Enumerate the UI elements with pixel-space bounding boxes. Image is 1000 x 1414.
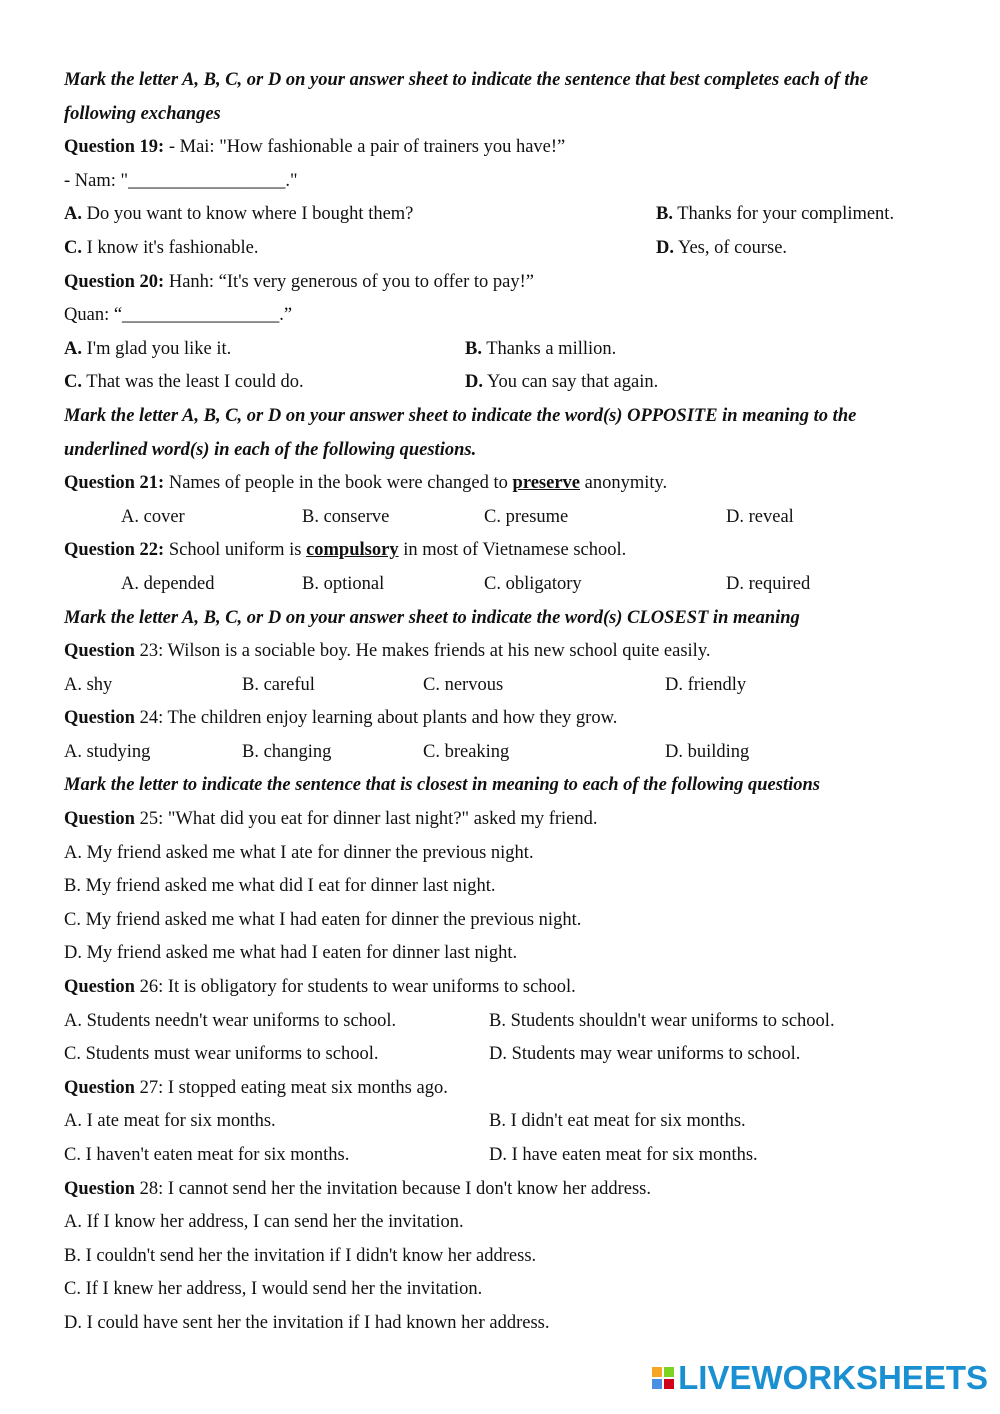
instruction-closest-sentence: Mark the letter to indicate the sentence that is closest in meaning to each of the following questions [64,775,820,796]
question-28 [64,1173,954,1207]
question-24-options [64,736,954,770]
question-text: Hanh: “It's very generous of you to offer to pay!” [164,271,535,292]
option-b[interactable]: B. careful [242,674,315,695]
question-label: Question 19: [64,137,165,158]
question-label: Question 20: [64,271,165,292]
underlined-word: preserve [512,473,580,494]
option-b[interactable]: B. conserve [302,506,390,527]
question-27-options-row2 [64,1139,954,1173]
question-label: Question [64,1178,135,1199]
question-text: 25: "What did you eat for dinner last night?" asked my friend. [134,809,598,830]
option-b[interactable]: B. Thanks for your compliment. [656,204,895,225]
option-c[interactable]: C. nervous [423,674,504,695]
option-a[interactable]: A. My friend asked me what I ate for dinner the previous night. [64,842,534,863]
question-22: Question 22: School uniform is compulsory in most of Vietnamese school. [64,540,627,561]
question-20 [64,266,954,300]
option-b[interactable]: B. changing [242,741,332,762]
question-label: Question [64,641,135,662]
option-d[interactable]: D. required [726,573,811,594]
question-19 [64,131,954,165]
worksheet-page [64,64,954,1341]
option-c[interactable]: C. I haven't eaten meat for six months. [64,1145,350,1165]
option-d[interactable]: D. I have eaten meat for six months. [489,1145,758,1165]
question-21: Question 21: Names of people in the book were changed to preserve anonymity. [64,473,668,494]
question-text: 27: I stopped eating meat six months ago. [134,1077,448,1098]
option-c[interactable]: C. If I knew her address, I would send her the invitation. [64,1279,483,1300]
question-label: Question [64,977,135,998]
option-a[interactable]: A. studying [64,741,151,762]
option-a[interactable]: A. shy [64,674,113,695]
option-a[interactable]: A. cover [121,506,185,527]
question-20-reply: Quan: “_________________.” [64,305,293,326]
question-27-options-row1 [64,1105,954,1139]
question-26 [64,971,954,1005]
instruction-exchanges-line1: Mark the letter A, B, C, or D on your answer sheet to indicate the sentence that best completes each of the [64,70,869,90]
option-b[interactable]: B. My friend asked me what did I eat for dinner last night. [64,876,496,897]
question-label: Question [64,708,135,729]
question-text: 26: It is obligatory for students to wear uniforms to school. [134,977,576,998]
question-label: Question [64,1077,135,1098]
logo-square [652,1367,662,1377]
option-c[interactable]: C. My friend asked me what I had eaten for dinner the previous night. [64,909,582,930]
logo-square [652,1379,662,1389]
question-24 [64,702,954,736]
option-d[interactable]: D. friendly [665,674,747,695]
liveworksheets-logo[interactable] [652,1360,988,1396]
question-text: - Mai: "How fashionable a pair of trainers you have!” [164,137,566,158]
question-20-options-row2 [64,366,954,400]
question-19-reply: - Nam: "_________________." [64,170,298,191]
option-c[interactable]: C. obligatory [484,573,582,594]
question-25 [64,803,954,837]
option-a[interactable]: A. Do you want to know where I bought them? [64,204,414,225]
question-21-options [64,501,954,535]
question-26-options-row1 [64,1005,954,1039]
option-b[interactable]: B. Students shouldn't wear uniforms to school. [489,1010,835,1031]
option-c[interactable]: C. Students must wear uniforms to school. [64,1044,379,1065]
option-b[interactable]: B. I didn't eat meat for six months. [489,1111,746,1132]
underlined-word: compulsory [306,540,399,561]
question-23 [64,635,954,669]
instruction-opposite-line2: underlined word(s) in each of the following questions. [64,439,477,460]
question-text: 23: Wilson is a sociable boy. He makes friends at his new school quite easily. [134,641,711,662]
question-label: Question 22: [64,540,165,561]
option-c[interactable]: C. presume [484,506,569,527]
option-c[interactable]: C. breaking [423,741,510,762]
question-20-options-row1 [64,333,954,367]
logo-square [664,1367,674,1377]
question-22-options [64,568,954,602]
logo-mark-icon [652,1367,674,1389]
question-26-options-row2 [64,1038,954,1072]
option-b[interactable]: B. I couldn't send her the invitation if I didn't know her address. [64,1245,537,1266]
instruction-closest-word: Mark the letter A, B, C, or D on your answer sheet to indicate the word(s) CLOSEST in meaning [64,607,800,628]
option-d[interactable]: D. You can say that again. [465,372,659,393]
option-d[interactable]: D. reveal [726,506,794,527]
option-d[interactable]: D. I could have sent her the invitation if I had known her address. [64,1312,550,1333]
option-d[interactable]: D. Students may wear uniforms to school. [489,1044,801,1065]
instruction-opposite-line1: Mark the letter A, B, C, or D on your answer sheet to indicate the word(s) OPPOSITE in meaning to the [64,405,857,426]
question-label: Question [64,809,135,830]
option-a[interactable]: A. I ate meat for six months. [64,1111,276,1132]
option-a[interactable]: A. depended [121,573,215,594]
question-text: 28: I cannot send her the invitation because I don't know her address. [134,1178,651,1199]
instruction-exchanges-line2: following exchanges [64,103,221,124]
logo-text: LIVEWORKSHEETS [678,1359,988,1396]
option-a[interactable]: A. I'm glad you like it. [64,338,232,359]
option-d[interactable]: D. My friend asked me what had I eaten for dinner last night. [64,943,518,964]
option-d[interactable]: D. Yes, of course. [656,237,788,258]
option-c[interactable]: C. That was the least I could do. [64,372,304,393]
option-c[interactable]: C. I know it's fashionable. [64,237,259,258]
question-label: Question 21: [64,473,165,494]
question-19-options-row1 [64,198,954,232]
option-b[interactable]: B. Thanks a million. [465,338,617,359]
question-19-options-row2 [64,232,954,266]
question-27 [64,1072,954,1106]
option-a[interactable]: A. If I know her address, I can send her the invitation. [64,1212,464,1233]
question-23-options [64,669,954,703]
option-b[interactable]: B. optional [302,573,385,594]
option-a[interactable]: A. Students needn't wear uniforms to school. [64,1010,397,1031]
option-d[interactable]: D. building [665,741,750,762]
question-text: 24: The children enjoy learning about plants and how they grow. [134,708,618,729]
logo-square [664,1379,674,1389]
